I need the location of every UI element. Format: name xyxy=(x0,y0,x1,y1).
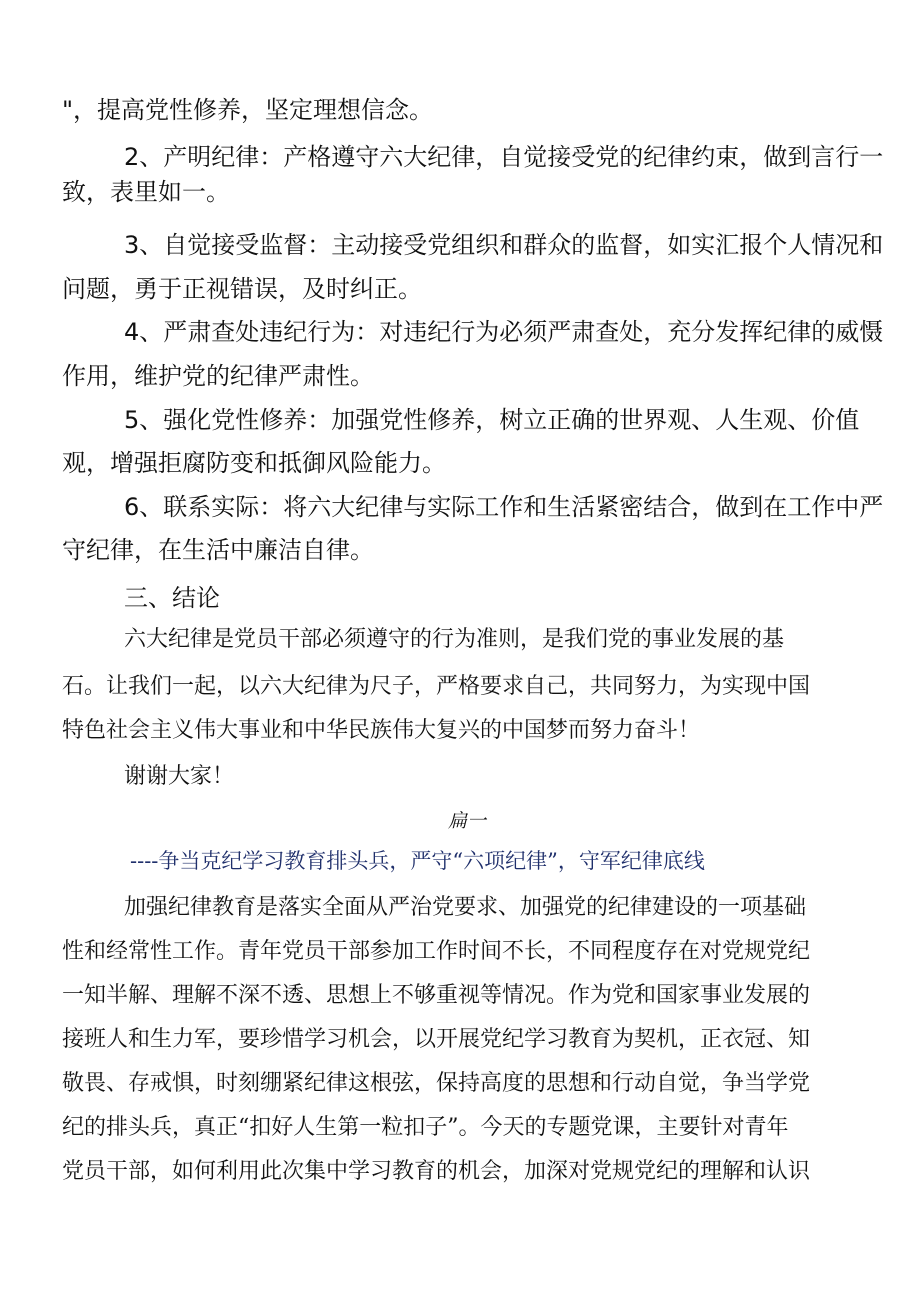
list-item-2-line-1: 2、产明纪律：产格遵守六大纪律，自觉接受党的纪律约束，做到言行一 xyxy=(124,143,884,171)
article-subtitle: ----争当克纪学习教育排头兵，严守“六项纪律”，守军纪律底线 xyxy=(130,849,705,873)
conclusion-line-2: 石。让我们一起，以六大纪律为尺子，严格要求自己，共同努力，为实现中国 xyxy=(62,674,811,699)
paragraph-line-5: 敬畏、存戒惧，时刻绷紧纪律这根弦，保持高度的思想和行动自觉，争当学党 xyxy=(62,1071,811,1096)
list-item-4-line-2: 作用，维护党的纪律严肃性。 xyxy=(62,362,374,390)
piece-label: 扁一 xyxy=(448,810,487,832)
list-item-6-line-2: 守纪律，在生活中廉洁自律。 xyxy=(62,536,374,564)
list-item-5-line-2: 观，增强拒腐防变和抵御风险能力。 xyxy=(62,449,446,477)
section-heading-conclusion: 三、结论 xyxy=(124,584,220,612)
conclusion-line-3: 特色社会主义伟大事业和中华民族伟大复兴的中国梦而努力奋斗！ xyxy=(62,718,701,743)
paragraph-line-7: 党员干部，如何利用此次集中学习教育的机会，加深对党规党纪的理解和认识 xyxy=(62,1159,811,1184)
paragraph-line-2: 性和经常性工作。青年党员干部参加工作时间不长，不同程度存在对党规党纪 xyxy=(62,939,811,964)
paragraph-line-1: 加强纪律教育是落实全面从严治党要求、加强党的纪律建设的一项基础 xyxy=(124,895,807,920)
list-item-6-line-1: 6、联系实际：将六大纪律与实际工作和生活紧密结合，做到在工作中严 xyxy=(124,493,884,521)
list-item-3-line-2: 问题，勇于正视错误，及时纠正。 xyxy=(62,275,422,303)
list-item-4-line-1: 4、严肃查处违纪行为：对违纪行为必须严肃查处，充分发挥纪律的威慑 xyxy=(124,318,884,346)
text-line: "，提高党性修养，坚定理想信念。 xyxy=(62,96,434,124)
list-item-3-line-1: 3、自觉接受监督：主动接受党组织和群众的监督，如实汇报个人情况和 xyxy=(124,231,884,259)
conclusion-line-1: 六大纪律是党员干部必须遵守的行为准则，是我们党的事业发展的基 xyxy=(124,627,785,652)
list-item-2-line-2: 致，表里如一。 xyxy=(62,178,230,206)
paragraph-line-4: 接班人和生力军，要珍惜学习机会，以开展党纪学习教育为契机，正衣冠、知 xyxy=(62,1027,811,1052)
thanks-line: 谢谢大家！ xyxy=(124,764,235,789)
paragraph-line-3: 一知半解、理解不深不透、思想上不够重视等情况。作为党和国家事业发展的 xyxy=(62,983,811,1008)
paragraph-line-6: 纪的排头兵，真正“扣好人生第一粒扣子”。今天的专题党课，主要针对青年 xyxy=(62,1115,789,1140)
list-item-5-line-1: 5、强化党性修养：加强党性修养，树立正确的世界观、人生观、价值 xyxy=(124,406,860,434)
